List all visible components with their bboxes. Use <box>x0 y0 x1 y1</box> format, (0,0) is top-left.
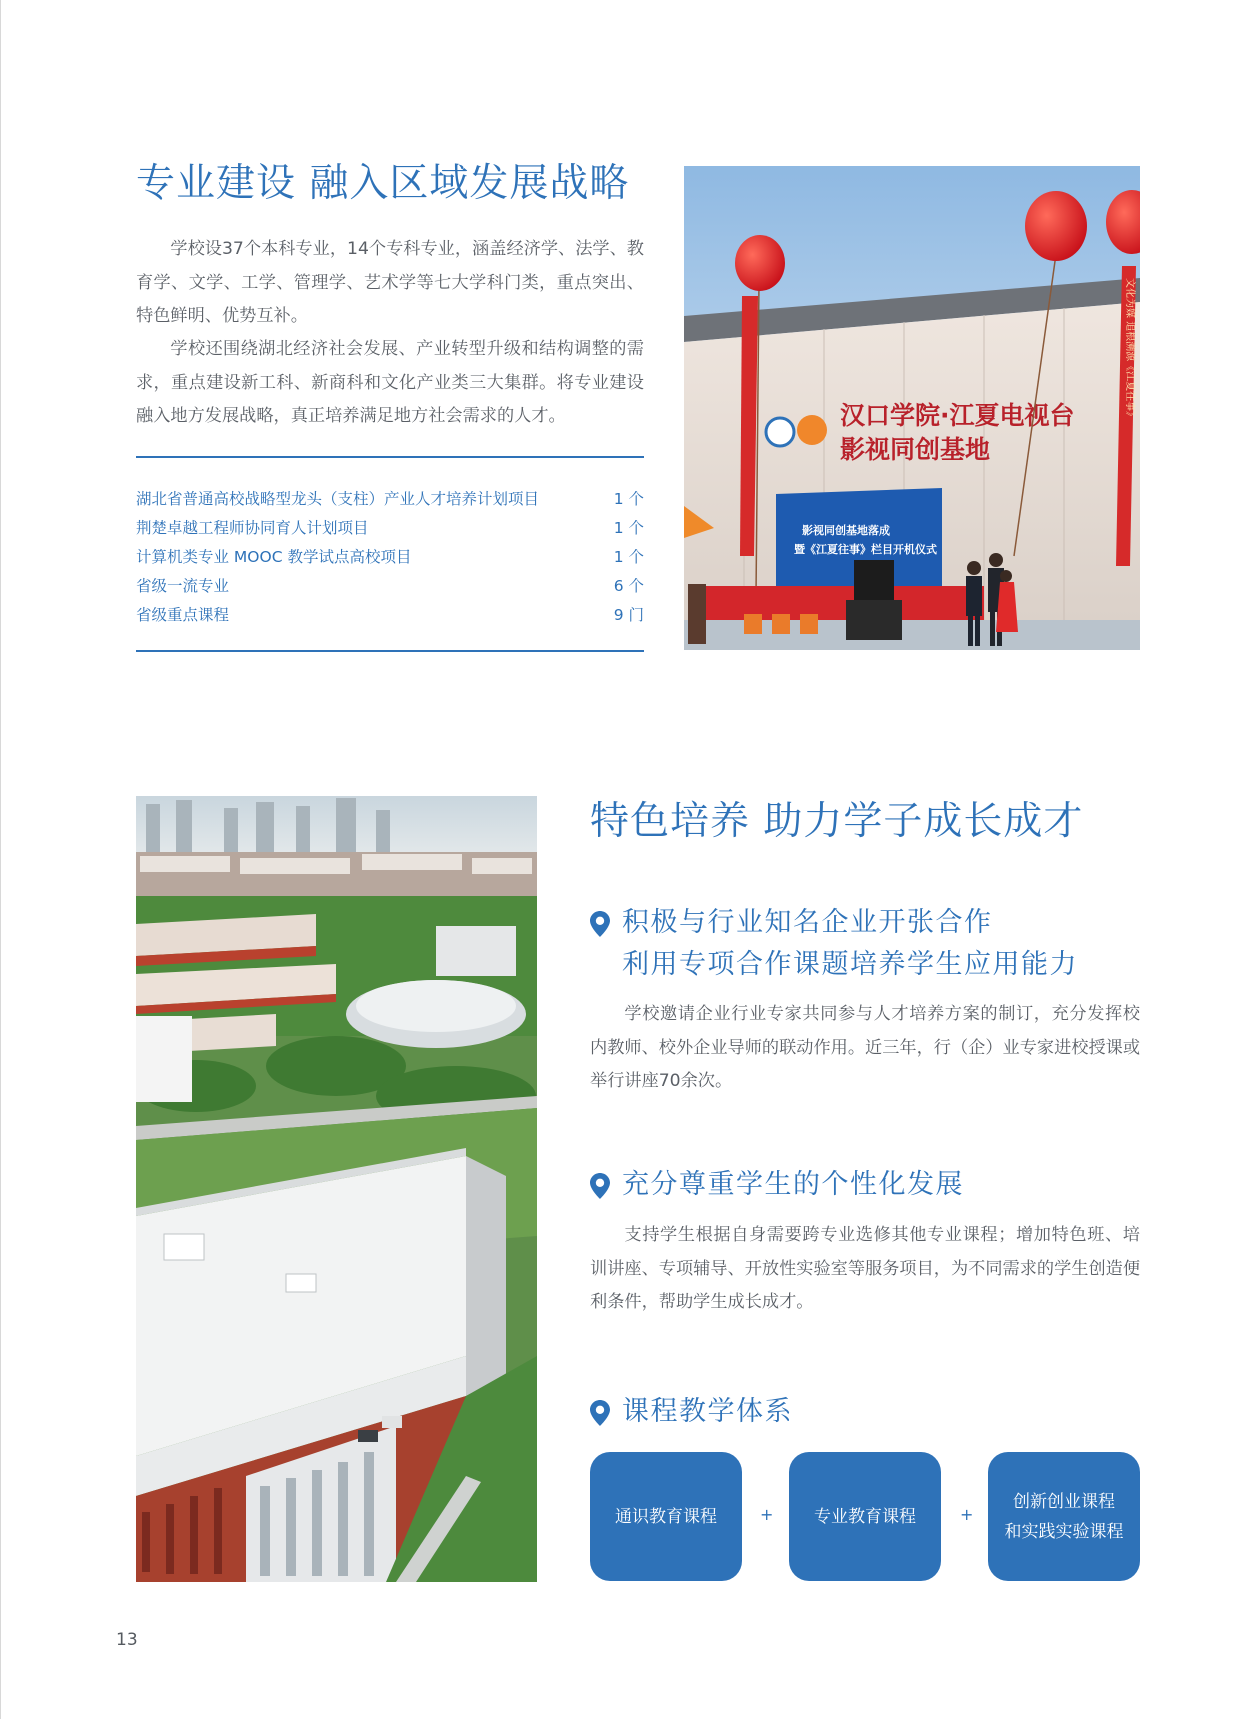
subheading-line-1: 充分尊重学生的个性化发展 <box>622 1169 964 1200</box>
page-edge <box>0 0 1 1719</box>
subheading-line-2: 利用专项合作课题培养学生应用能力 <box>622 949 1078 980</box>
ceremony-photo <box>684 166 1140 650</box>
stats-row <box>136 485 644 514</box>
stats-row <box>136 514 644 543</box>
subheading-curriculum <box>590 1391 1150 1433</box>
section1-paragraph-1: 学校设37个本科专业，14个专科专业，涵盖经济学、法学、教育学、文学、工学、管理学、艺术学等七大学科门类，重点突出、特色鲜明、优势互补。 <box>136 239 644 326</box>
stats-row <box>136 543 644 572</box>
location-pin-icon <box>590 911 610 937</box>
stats-value: 1 个 <box>613 548 644 566</box>
stats-value: 6 个 <box>613 577 644 595</box>
course-label-line-2: 和实践实验课程 <box>1004 1521 1124 1542</box>
location-pin-icon <box>590 1400 610 1426</box>
banner-right-text: 文化为媒 追根溯源《江夏往事》 <box>1124 278 1135 422</box>
course-box-general <box>590 1452 742 1581</box>
course-label: 专业教育课程 <box>814 1506 916 1527</box>
subheading-line-1: 积极与行业知名企业开张合作 <box>622 907 993 938</box>
plus-sign: + <box>760 1505 774 1524</box>
course-label-line-1: 创新创业课程 <box>1013 1491 1115 1512</box>
stats-label: 省级一流专业 <box>136 577 230 595</box>
sign-line-2: 影视同创基地 <box>840 435 991 464</box>
stats-label: 省级重点课程 <box>136 606 230 624</box>
course-label <box>1005 1487 1124 1547</box>
stats-label: 计算机类专业 MOOC 教学试点高校项目 <box>136 548 412 566</box>
subheading-personalized <box>590 1164 1150 1206</box>
board-line-2: 暨《江夏往事》栏目开机仪式 <box>794 543 937 556</box>
subheading-line-1: 课程教学体系 <box>622 1396 793 1427</box>
course-box-professional <box>789 1452 941 1581</box>
stats-value: 1 个 <box>613 490 644 508</box>
stats-row <box>136 572 644 601</box>
personalized-paragraph: 支持学生根据自身需要跨专业选修其他专业课程；增加特色班、培训讲座、专项辅导、开放性实验室等服务项目，为不同需求的学生创造便利条件，帮助学生成长成才。 <box>590 1225 1141 1312</box>
stats-value: 9 门 <box>613 606 644 624</box>
stats-table <box>136 456 644 652</box>
subheading-cooperation <box>590 902 1150 986</box>
stats-label: 湖北省普通高校战略型龙头（支柱）产业人才培养计划项目 <box>136 490 540 508</box>
course-box-innovation <box>988 1452 1140 1581</box>
stats-row <box>136 601 644 630</box>
sign-line-1: 汉口学院·江夏电视台 <box>840 401 1075 430</box>
course-label: 通识教育课程 <box>615 1506 717 1527</box>
board-line-1: 影视同创基地落成 <box>802 524 890 537</box>
stats-value: 1 个 <box>613 519 644 537</box>
page-number: 13 <box>116 1630 138 1650</box>
section1-title: 专业建设 融入区域发展战略 <box>136 161 630 206</box>
stats-label: 荆楚卓越工程师协同育人计划项目 <box>136 519 369 537</box>
plus-sign: + <box>960 1505 974 1524</box>
location-pin-icon <box>590 1173 610 1199</box>
section2-title: 特色培养 助力学子成长成才 <box>590 799 1084 844</box>
section1-paragraph-2: 学校还围绕湖北经济社会发展、产业转型升级和结构调整的需求，重点建设新工科、新商科和文化产业类三大集群。将专业建设融入地方发展战略，真正培养满足地方社会需求的人才。 <box>136 339 644 426</box>
cooperation-paragraph: 学校邀请企业行业专家共同参与人才培养方案的制订，充分发挥校内教师、校外企业导师的联动作用。近三年，行（企）业专家进校授课或举行讲座70余次。 <box>590 1004 1141 1091</box>
campus-aerial-photo <box>136 796 537 1582</box>
